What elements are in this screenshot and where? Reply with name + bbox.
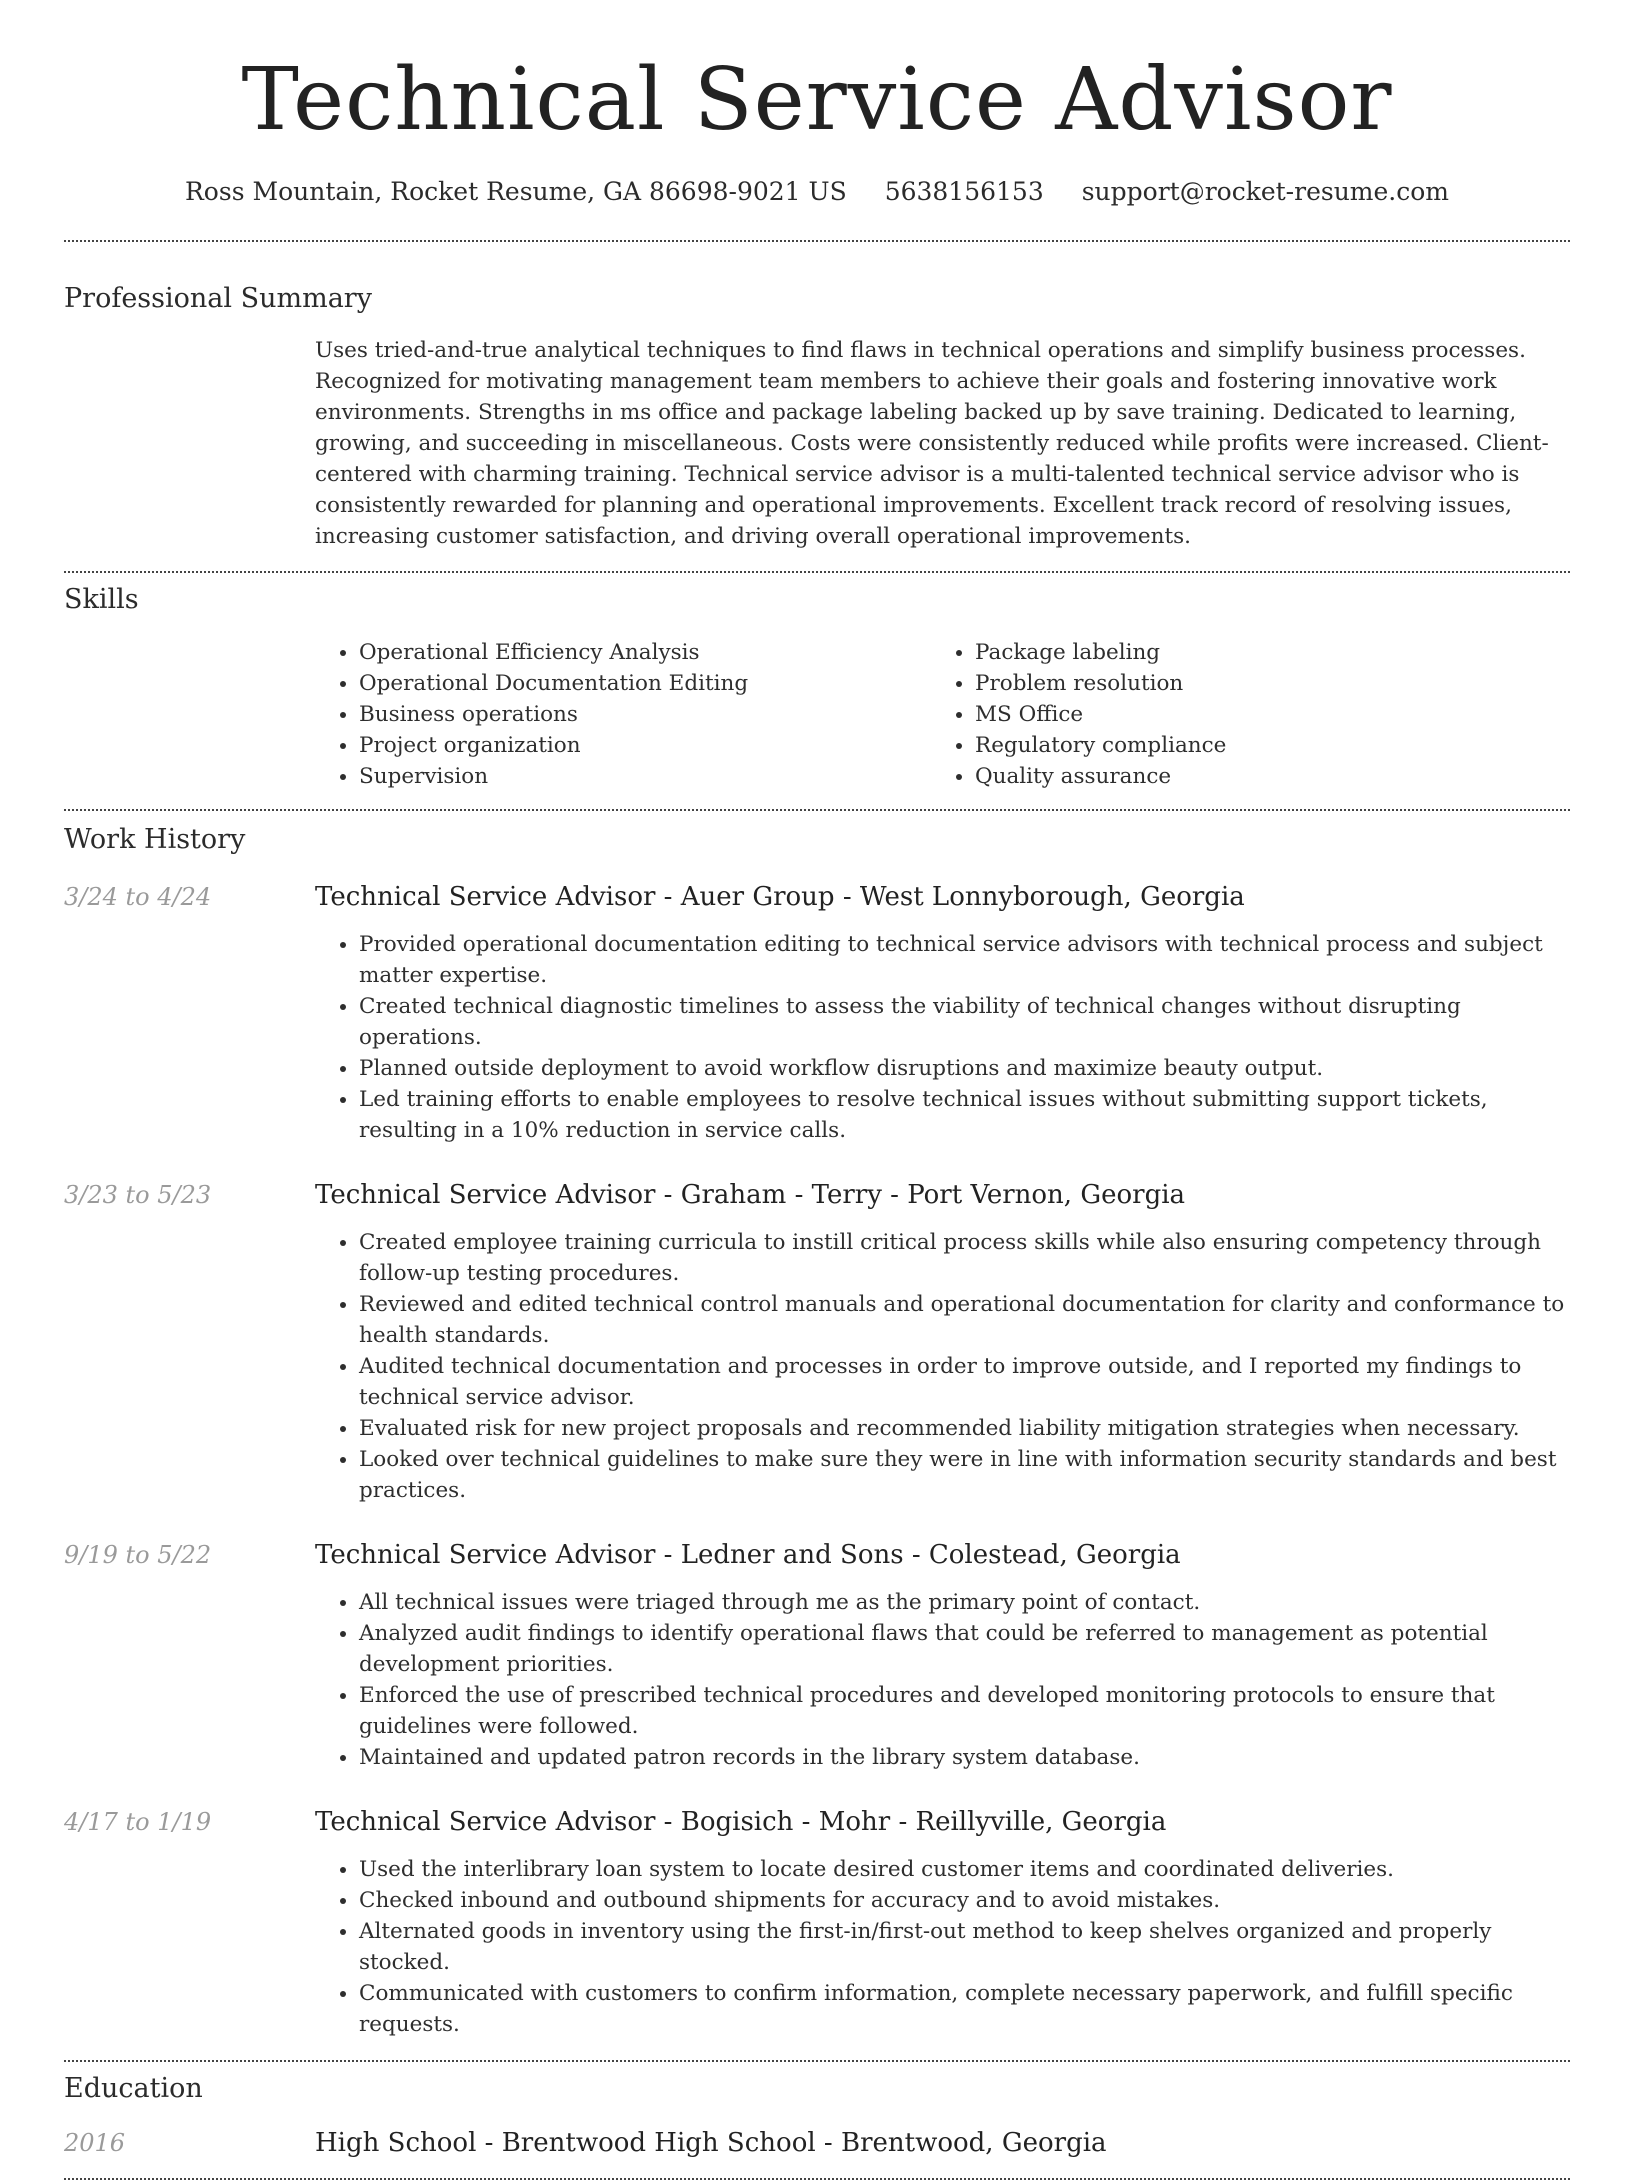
- skill-item: • Operational Efficiency Analysis: [359, 637, 931, 668]
- job-bullet: • Evaluated risk for new project proposals and recommended liability mitigation strategies when necessary.: [359, 1413, 1570, 1444]
- job-bullet: • Communicated with customers to confirm information, complete necessary paperwork, and fulfill specific requests.: [359, 1978, 1570, 2040]
- job-date: 3/24 to 4/24: [64, 883, 212, 911]
- contact-line: [64, 176, 1570, 208]
- job-bullet: • Looked over technical guidelines to make sure they were in line with information security standards and best practices.: [359, 1444, 1570, 1506]
- job-bullet: • Reviewed and edited technical control manuals and operational documentation for clarity and conformance to health standards.: [359, 1289, 1570, 1351]
- job-bullets: [315, 929, 1570, 1146]
- job-title: Technical Service Advisor - Auer Group - West Lonnyborough, Georgia: [315, 882, 1245, 912]
- skills-column-right: [931, 637, 1547, 792]
- job-bullet: • Created technical diagnostic timelines to assess the viability of technical changes without disrupting operations.: [359, 991, 1570, 1053]
- education-date: 2016: [64, 2129, 126, 2157]
- skill-item: • Problem resolution: [975, 668, 1547, 699]
- job-entry: [64, 1805, 1570, 2040]
- job-entry: [64, 1178, 1570, 1506]
- job-bullet: • Maintained and updated patron records in the library system database.: [359, 1742, 1570, 1773]
- section-heading-work: Work History: [64, 824, 246, 855]
- skills-column-left: [315, 637, 931, 792]
- skill-item: • Regulatory compliance: [975, 730, 1547, 761]
- education-title: High School - Brentwood High School - Brentwood, Georgia: [315, 2128, 1107, 2158]
- skill-item: • Project organization: [359, 730, 931, 761]
- section-heading-skills: Skills: [64, 584, 139, 615]
- contact-phone: 5638156153: [884, 177, 1044, 206]
- job-entry: [64, 1538, 1570, 1773]
- education-entry: [64, 2126, 1570, 2160]
- divider: [64, 571, 1570, 573]
- job-title: Technical Service Advisor - Bogisich - Mohr - Reillyville, Georgia: [315, 1807, 1167, 1837]
- job-bullets: [315, 1854, 1570, 2040]
- job-date: 4/17 to 1/19: [64, 1808, 212, 1836]
- summary-text: Uses tried-and-true analytical techniques to find flaws in technical operations and simplify business processes. Recognized for motivating management team members to achieve their goals and fostering innovative work environments. Strengths in ms office and package labeling backed up by save training. Dedicated to learning, growing, and succeeding in miscellaneous. Costs were consistently reduced while profits were increased. Client-centered with charming training. Technical service advisor is a multi-talented technical service advisor who is consistently rewarded for planning and operational improvements. Excellent track record of resolving issues, increasing customer satisfaction, and driving overall operational improvements.: [315, 338, 1549, 549]
- skill-item: • Package labeling: [975, 637, 1547, 668]
- job-bullet: • Alternated goods in inventory using the first-in/first-out method to keep shelves organized and properly stocked.: [359, 1916, 1570, 1978]
- job-title: Technical Service Advisor - Graham - Terry - Port Vernon, Georgia: [315, 1180, 1186, 1210]
- job-bullet: • Checked inbound and outbound shipments for accuracy and to avoid mistakes.: [359, 1885, 1570, 1916]
- section-heading-education: Education: [64, 2073, 203, 2104]
- job-bullet: • Created employee training curricula to instill critical process skills while also ensuring competency through follow-up testing procedures.: [359, 1227, 1570, 1289]
- job-bullet: • Enforced the use of prescribed technical procedures and developed monitoring protocols to ensure that guidelines were followed.: [359, 1680, 1570, 1742]
- divider: [64, 809, 1570, 811]
- skills-list: [315, 637, 1570, 792]
- contact-email: support@rocket-resume.com: [1081, 177, 1450, 206]
- job-date: 9/19 to 5/22: [64, 1541, 212, 1569]
- job-bullet: • Audited technical documentation and processes in order to improve outside, and I reported my findings to technical service advisor.: [359, 1351, 1570, 1413]
- divider: [64, 240, 1570, 242]
- job-date: 3/23 to 5/23: [64, 1181, 212, 1209]
- resume-page: [64, 0, 1570, 2180]
- job-bullet: • Led training efforts to enable employees to resolve technical issues without submitting support tickets, resulting in a 10% reduction in service calls.: [359, 1084, 1570, 1146]
- section-heading-summary: Professional Summary: [64, 283, 372, 314]
- skill-item: • MS Office: [975, 699, 1547, 730]
- job-bullets: [315, 1227, 1570, 1506]
- resume-title: Technical Service Advisor: [241, 50, 1393, 150]
- job-bullet: • Analyzed audit findings to identify operational flaws that could be referred to management as potential development priorities.: [359, 1618, 1570, 1680]
- job-bullets: [315, 1587, 1570, 1773]
- skill-item: • Quality assurance: [975, 761, 1547, 792]
- skill-item: • Operational Documentation Editing: [359, 668, 931, 699]
- job-bullet: • All technical issues were triaged through me as the primary point of contact.: [359, 1587, 1570, 1618]
- job-bullet: • Planned outside deployment to avoid workflow disruptions and maximize beauty output.: [359, 1053, 1570, 1084]
- job-title: Technical Service Advisor - Ledner and Sons - Colestead, Georgia: [315, 1540, 1181, 1570]
- skill-item: • Business operations: [359, 699, 931, 730]
- job-entry: [64, 880, 1570, 1146]
- contact-address: Ross Mountain, Rocket Resume, GA 86698-9021 US: [184, 177, 847, 206]
- job-bullet: • Provided operational documentation editing to technical service advisors with technical process and subject matter expertise.: [359, 929, 1570, 991]
- skill-item: • Supervision: [359, 761, 931, 792]
- job-bullet: • Used the interlibrary loan system to locate desired customer items and coordinated deliveries.: [359, 1854, 1570, 1885]
- divider: [64, 2060, 1570, 2062]
